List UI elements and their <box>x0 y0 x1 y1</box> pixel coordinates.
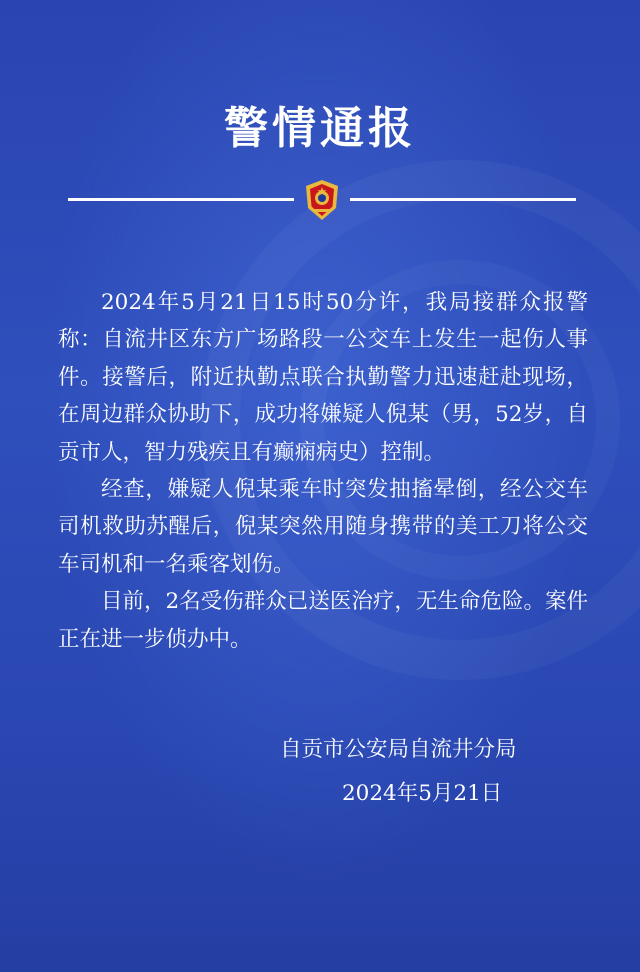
paragraph-status: 目前，2名受伤群众已送医治疗，无生命危险。案件正在进一步侦办中。 <box>58 589 588 652</box>
issue-date: 2024年5月21日 <box>342 781 503 806</box>
paragraph-incident: 2024年5月21日15时50分许，我局接群众报警称：自流井区东方广场路段一公交车上发生一起伤人事件。接警后，附近执勤点联合执勤警力迅速赶赴现场，在周边群众协助下，成功将嫌疑人倪某（男，52岁，自贡市人，智力残疾且有癫痫病史）控制。 <box>58 290 588 465</box>
issuing-agency: 自贡市公安局自流井分局 <box>280 737 517 762</box>
divider-line-left <box>68 198 294 201</box>
signature-block <box>280 730 580 814</box>
paragraph-investigation: 经查，嫌疑人倪某乘车时突发抽搐晕倒，经公交车司机救助苏醒后，倪某突然用随身携带的美工刀将公交车司机和一名乘客划伤。 <box>58 477 588 577</box>
notice-body <box>58 284 588 658</box>
notice-title: 警情通报 <box>224 103 416 154</box>
police-emblem-icon <box>302 178 342 222</box>
divider-line-right <box>350 198 576 201</box>
title-divider <box>68 178 576 222</box>
